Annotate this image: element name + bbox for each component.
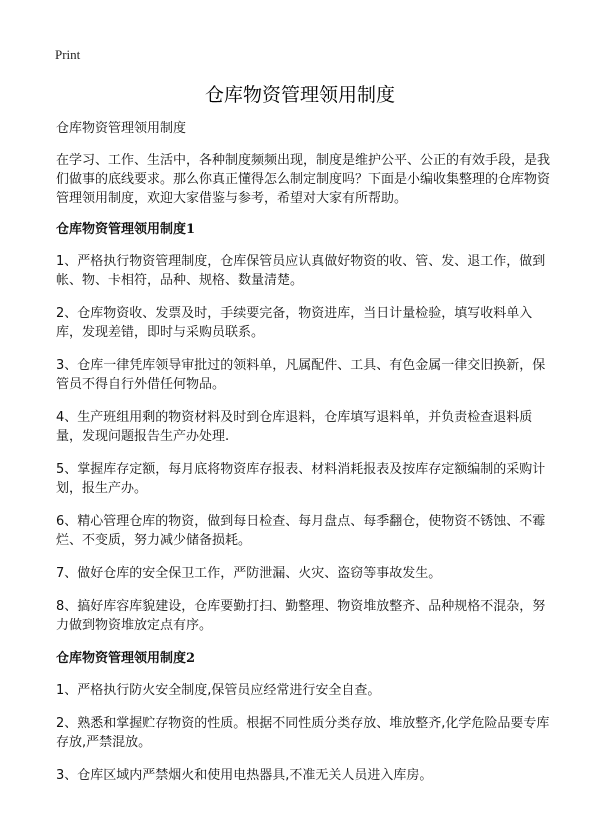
list-item: 3、仓库区域内严禁烟火和使用电热器具,不准无关人员进入库房。 [56,768,433,783]
list-item: 5、掌握库存定额，每月底将物资库存报表、材料消耗报表及按库存定额编制的采购计划，报生产办。 [56,462,546,496]
list-item: 4、生产班组用剩的物资材料及时到仓库退料，仓库填写退料单，并负责检查退料质量，发现问题报告生产办处理. [56,410,533,444]
list-item: 1、严格执行物资管理制度，仓库保管员应认真做好物资的收、管、发、退工作，做到帐、物、卡相符，品种、规格、数量清楚。 [56,254,546,288]
list-item: 1、严格执行防火安全制度,保管员应经常进行安全自查。 [56,683,381,698]
list-item: 6、精心管理仓库的物资，做到每日检查、每月盘点、每季翻仓，使物资不锈蚀、不霉烂、不变质，努力减少储备损耗。 [56,514,546,548]
document-body [56,118,556,799]
list-item: 7、做好仓库的安全保卫工作，严防泄漏、火灾、盗窃等事故发生。 [56,566,442,581]
list-item: 2、仓库物资收、发票及时，手续要完备，物资进库，当日计量检验，填写收料单入库，发现差错，即时与采购员联系。 [56,306,533,340]
section-2 [56,649,556,785]
section-heading: 仓库物资管理领用制度1 [56,222,196,237]
intro-paragraph: 在学习、工作、生活中，各种制度频频出现，制度是维护公平、公正的有效手段，是我们做事的底线要求。那么你真正懂得怎么制定制度吗？下面是小编收集整理的仓库物资管理领用制度，欢迎大家借鉴与参考，希望对大家有所帮助。 [56,153,551,206]
print-label: Print [55,47,81,62]
section-1 [56,220,556,635]
list-item: 3、仓库一律凭库领导审批过的领料单，凡属配件、工具、有色金属一律交旧换新，保管员不得自行外借任何物品。 [56,358,546,392]
section-heading: 仓库物资管理领用制度2 [56,651,196,666]
document-title: 仓库物资管理领用制度 [204,84,395,106]
list-item: 2、熟悉和掌握贮存物资的性质。根据不同性质分类存放、堆放整齐,化学危险品要专库存放,严禁混放。 [56,716,550,750]
document-subtitle: 仓库物资管理领用制度 [56,121,187,136]
list-item: 8、搞好库容库貌建设，仓库要勤打扫、勤整理、物资堆放整齐、品种规格不混杂，努力做到物资堆放定点有序。 [56,599,546,633]
